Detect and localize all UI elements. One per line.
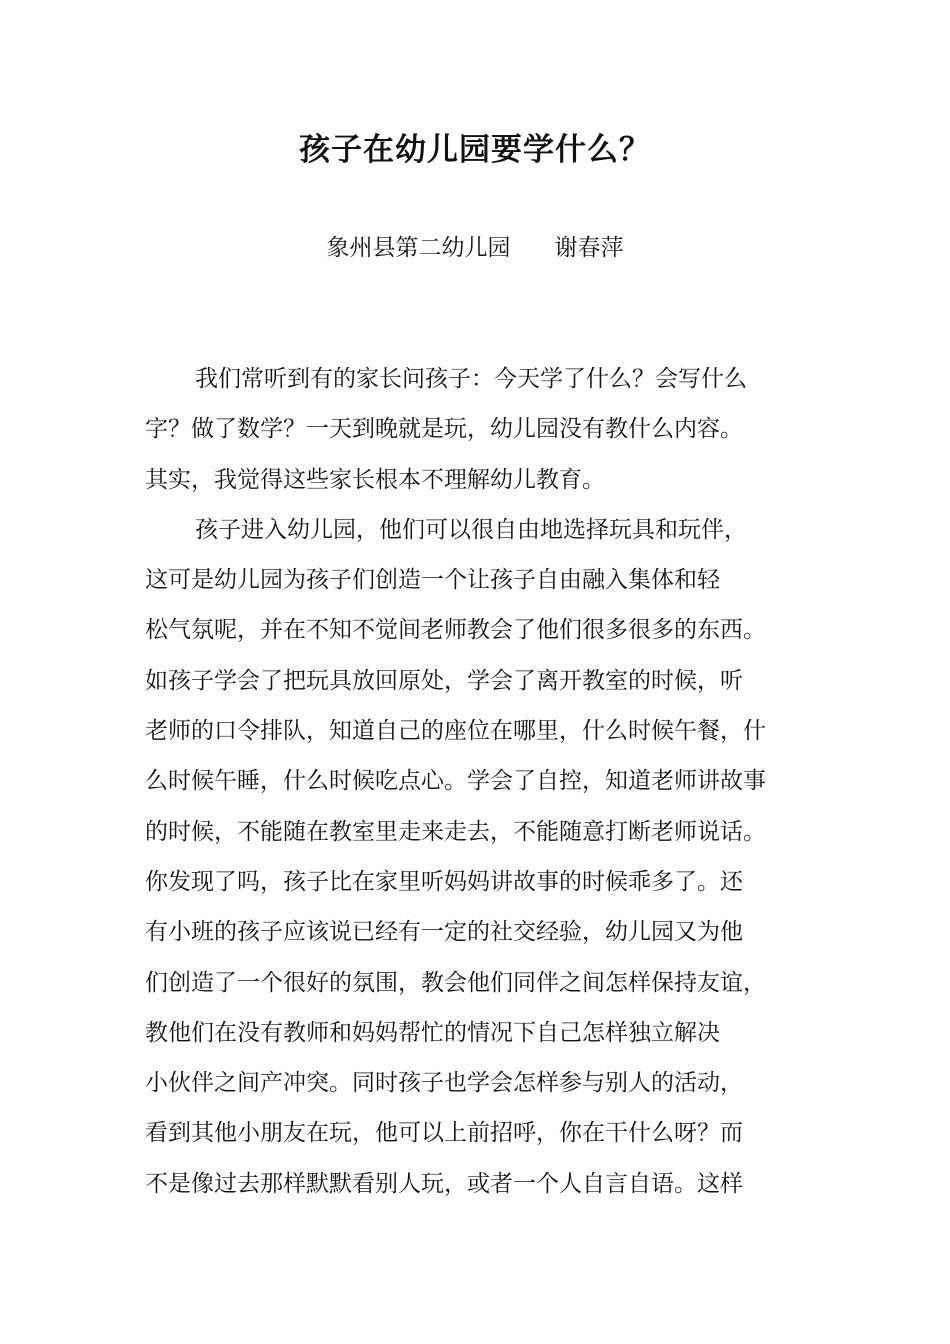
text-line: 们创造了一个很好的氛围，教会他们同伴之间怎样保持友谊， (145, 969, 766, 996)
author-name: 谢春萍 (554, 235, 624, 261)
text-line: 教他们在没有教师和妈妈帮忙的情况下自己怎样独立解决 (145, 1019, 720, 1046)
text-line: 字？做了数学？一天到晚就是玩，幼儿园没有教什么内容。 (145, 416, 743, 443)
text-line: 孩子进入幼儿园，他们可以很自由地选择玩具和玩伴， (195, 516, 747, 543)
text-line: 小伙伴之间产冲突。同时孩子也学会怎样参与别人的活动， (145, 1070, 743, 1097)
body-text (145, 354, 810, 1209)
text-line: 看到其他小朋友在玩，他可以上前招呼，你在干什么呀？而 (145, 1120, 743, 1147)
document-title: 孩子在幼儿园要学什么？ (299, 132, 651, 168)
text-line: 不是像过去那样默默看别人玩，或者一个人自言自语。这样 (145, 1170, 743, 1197)
text-line: 我们常听到有的家长问孩子：今天学了什么？会写什么 (195, 366, 747, 392)
byline (0, 228, 950, 268)
text-line: 其实，我觉得这些家长根本不理解幼儿教育。 (145, 466, 605, 493)
text-line: 松气氛呢，并在不知不觉间老师教会了他们很多很多的东西。 (145, 617, 766, 644)
text-line: 么时候午睡，什么时候吃点心。学会了自控，知道老师讲故事 (145, 768, 766, 795)
text-line: 这可是幼儿园为孩子们创造一个让孩子自由融入集体和轻 (145, 567, 720, 594)
school-name: 象州县第二幼儿园 (326, 235, 511, 261)
text-line: 你发现了吗，孩子比在家里听妈妈讲故事的时候乖多了。还 (145, 868, 743, 895)
text-line: 老师的口令排队，知道自己的座位在哪里，什么时候午餐，什 (145, 718, 766, 745)
text-line: 如孩子学会了把玩具放回原处，学会了离开教室的时候，听 (145, 667, 743, 694)
text-line: 的时候，不能随在教室里走来走去，不能随意打断老师说话。 (145, 818, 766, 845)
text-line: 有小班的孩子应该说已经有一定的社交经验，幼儿园又为他 (145, 919, 743, 946)
